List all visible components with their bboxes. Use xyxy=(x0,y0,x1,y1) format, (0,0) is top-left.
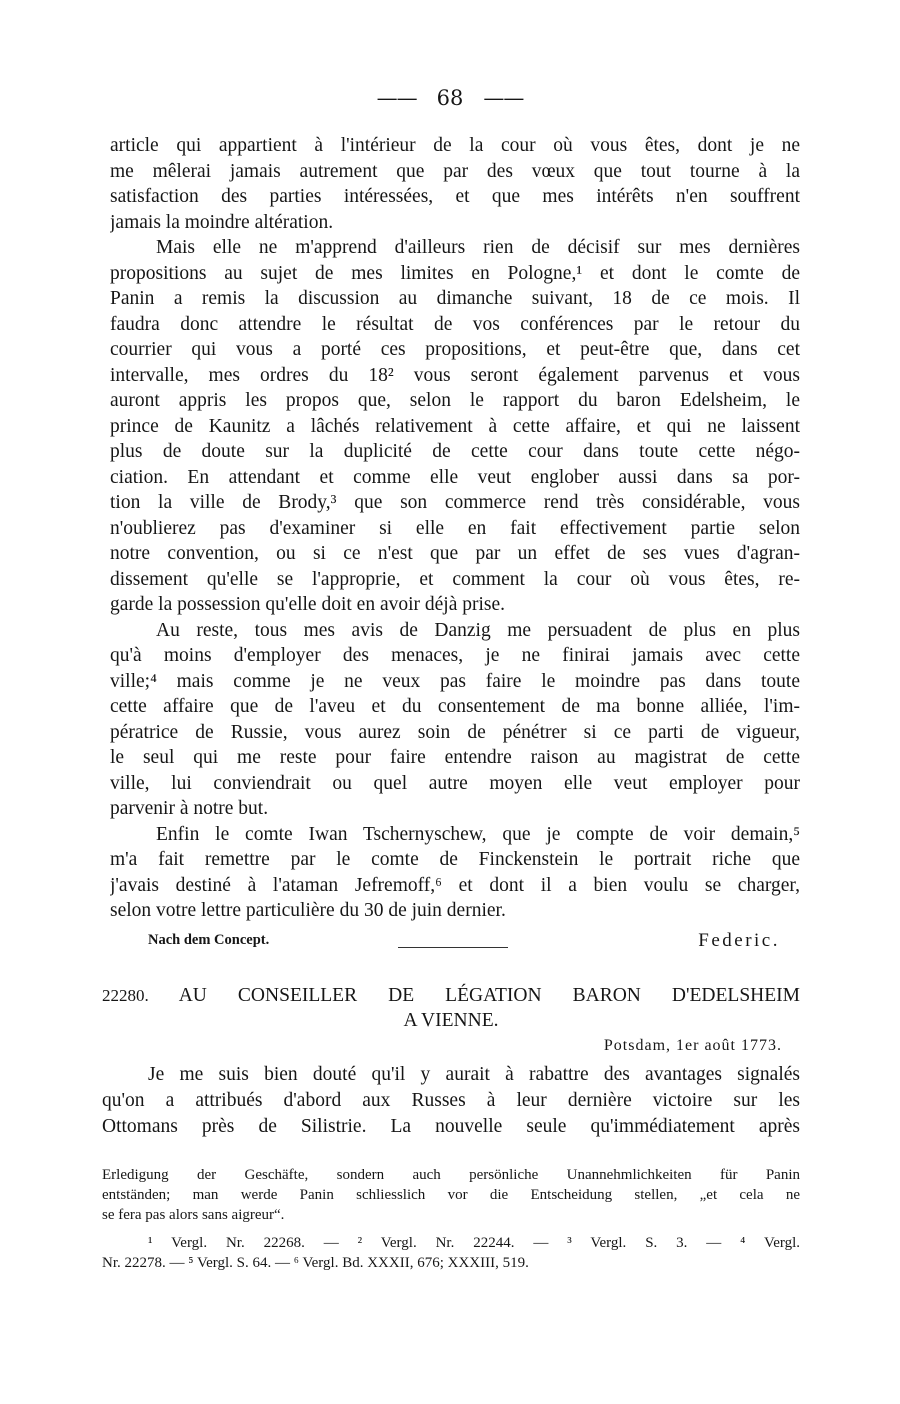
body-line: Au reste, tous mes avis de Danzig me persuadent de plus en plus xyxy=(156,619,800,641)
letter-line: Ottomans près de Silistrie. La nouvelle seule qu'immédiatement après xyxy=(102,1116,800,1137)
footnote-line: Erledigung der Geschäfte, sondern auch persönliche Unannehmlichkeiten für Panin xyxy=(102,1167,800,1183)
footnotes xyxy=(102,1165,800,1273)
footnote-ref-line: Nr. 22278. — ⁵ Vergl. S. 64. — ⁶ Vergl. Bd. XXXII, 676; XXXIII, 519. xyxy=(102,1255,529,1271)
page-number: 68 xyxy=(436,86,464,110)
body-line: dissement qu'elle se l'approprie, et comment la cour où vous êtes, re- xyxy=(110,568,800,590)
body-line: intervalle, mes ordres du 18² vous seront également parvenus et vous xyxy=(110,364,800,386)
body-line: m'a fait remettre par le comte de Finckenstein le portrait riche que xyxy=(110,849,800,870)
body-line: Enfin le comte Iwan Tschernyschew, que je compte de voir demain,⁵ xyxy=(156,823,800,845)
letter-line: qu'on a attribués d'abord aux Russes à leur dernière victoire sur les xyxy=(102,1090,800,1111)
letter-heading xyxy=(102,983,800,1033)
footnote-line: entständen; man werde Panin schliesslich vor die Entscheidung stellen, „et cela ne xyxy=(102,1187,800,1203)
body-line: n'oublierez pas d'examiner si elle en fait effectivement partie selon xyxy=(110,517,800,539)
letter-line: Je me suis bien douté qu'il y aurait à rabattre des avantages signalés xyxy=(148,1064,800,1085)
heading-title: AU CONSEILLER DE LÉGATION BARON D'EDELSHEIM xyxy=(178,985,800,1006)
letter-body xyxy=(102,1062,800,1140)
body-line: Mais elle ne m'apprend d'ailleurs rien de décisif sur mes dernières xyxy=(156,237,800,258)
body-line: me mêlerai jamais autrement que par des vœux que tout tourne à la xyxy=(110,160,800,182)
body-line: j'avais destiné à l'ataman Jefremoff,⁶ et dont il a bien voulu se charger, xyxy=(110,874,800,896)
footnote-line: se fera pas alors sans aigreur“. xyxy=(102,1207,285,1223)
body-line: ville;⁴ mais comme je ne veux pas faire le moindre pas dans toute xyxy=(110,670,800,692)
header-dash-left: —— xyxy=(376,86,417,110)
footnote-gap xyxy=(102,1225,800,1233)
body-line: prince de Kaunitz a lâchés relativement à cette affaire, et qui ne laissent xyxy=(110,415,800,437)
body-line: propositions au sujet de mes limites en Pologne,¹ et dont le comte de xyxy=(110,262,800,284)
signature-name: Federic. xyxy=(698,930,780,951)
body-line: faudra donc attendre le résultat de vos conférences par le retour du xyxy=(110,313,800,335)
body-line: auront appris les propos que, selon le rapport du baron Edelsheim, le xyxy=(110,390,800,411)
source-note: Nach dem Concept. xyxy=(148,932,270,948)
page-header xyxy=(0,86,900,110)
body-line: qu'à moins d'employer des menaces, je ne finirai jamais avec cette xyxy=(110,645,800,666)
body-line: satisfaction des parties intéressées, et que mes intérêts n'en souffrent xyxy=(110,186,800,207)
dateline: Potsdam, 1er août 1773. xyxy=(603,1037,782,1054)
body-line: cette affaire que de l'aveu et du consentement de ma bonne alliée, l'im- xyxy=(110,696,800,717)
body-line: tion la ville de Brody,³ que son commerce rend très considérable, vous xyxy=(110,492,800,513)
section-divider xyxy=(398,947,508,948)
body-line: pératrice de Russie, vous aurez soin de pénétrer si ce parti de vigueur, xyxy=(110,721,800,743)
body-line: selon votre lettre particulière du 30 de juin dernier. xyxy=(110,900,506,921)
body-line: Panin a remis la discussion au dimanche suivant, 18 de ce mois. Il xyxy=(110,288,800,309)
heading-line-2: A VIENNE. xyxy=(403,1010,499,1031)
body-line: notre convention, ou si ce n'est que par un effet de ses vues d'agran- xyxy=(110,543,800,564)
body-line: jamais la moindre altération. xyxy=(110,211,334,233)
body-line: le seul qui me reste pour faire entendre raison au magistrat de cette xyxy=(110,747,800,768)
footnote-ref-line: ¹ Vergl. Nr. 22268. — ² Vergl. Nr. 22244. — ³ Vergl. S. 3. — ⁴ Vergl. xyxy=(148,1235,800,1251)
body-line: courrier qui vous a porté ces propositions, et peut-être que, dans cet xyxy=(110,339,800,360)
body-line: article qui appartient à l'intérieur de la cour où vous êtes, dont je ne xyxy=(110,135,800,156)
previous-letter-body xyxy=(110,133,800,924)
letter-number: 22280. xyxy=(102,986,149,1005)
heading-line-1 xyxy=(102,983,800,1008)
body-line: garde la possession qu'elle doit en avoir déjà prise. xyxy=(110,594,506,615)
body-line: parvenir à notre but. xyxy=(110,798,269,819)
body-line: ciation. En attendant et comme elle veut englober aussi dans sa por- xyxy=(110,466,800,488)
body-line: plus de doute sur la duplicité de cette cour dans toute cette négo- xyxy=(110,441,800,462)
signature-row xyxy=(148,930,780,954)
header-dash-right: —— xyxy=(483,86,524,110)
body-line: ville, lui conviendrait ou quel autre moyen elle veut employer pour xyxy=(110,772,800,794)
